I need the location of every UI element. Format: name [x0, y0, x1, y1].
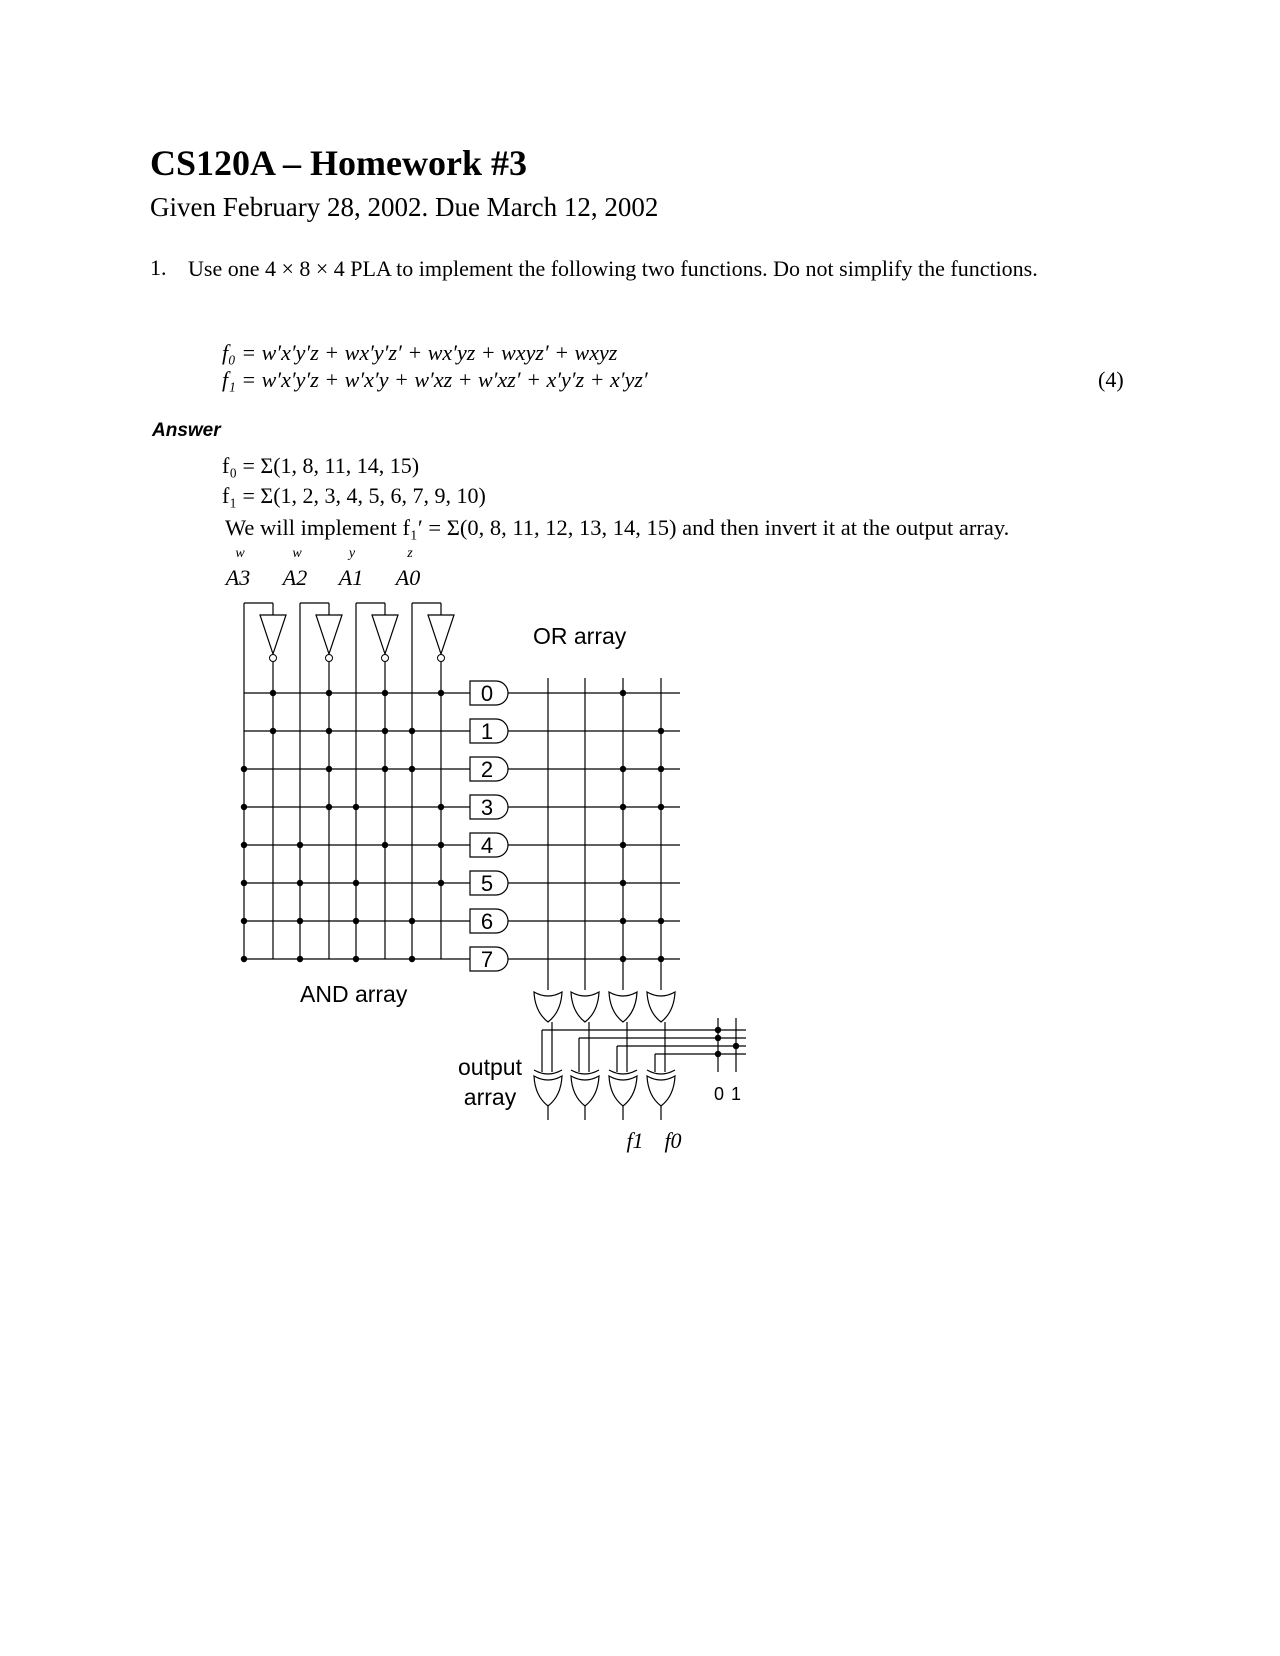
or-connection-dot — [658, 956, 664, 962]
question-text: Use one 4 × 8 × 4 PLA to implement the following two functions. Do not simplify the functions. — [188, 256, 1038, 281]
and-connection-dot — [382, 690, 388, 696]
implementation-note: We will implement f₁′ = Σ(0, 8, 11, 12, 13, 14, 15) and then invert it at the output array. — [225, 515, 1010, 540]
xor-gate-arc — [571, 1070, 599, 1074]
and-connection-dot — [353, 880, 359, 886]
and-connection-dot — [270, 690, 276, 696]
xor-control-dot — [715, 1027, 721, 1033]
inverter-bubble — [326, 655, 333, 662]
inverter-gate — [372, 615, 398, 654]
output-array-label: output — [458, 1054, 522, 1080]
inverter-bubble — [438, 655, 445, 662]
xor-gate — [571, 1076, 599, 1106]
control-label: 1 — [730, 1084, 742, 1104]
and-connection-dot — [409, 956, 415, 962]
and-connection-dot — [353, 804, 359, 810]
or-gate — [534, 992, 562, 1022]
and-array-label: AND array — [300, 981, 408, 1007]
and-connection-dot — [326, 728, 332, 734]
and-connection-dot — [326, 766, 332, 772]
input-label: A1 — [338, 565, 364, 590]
xor-control-dot — [715, 1051, 721, 1057]
or-connection-dot — [620, 880, 626, 886]
output-label-f0: f0 — [664, 1128, 682, 1153]
or-connection-dot — [658, 766, 664, 772]
input-label: A2 — [282, 565, 308, 590]
or-connection-dot — [658, 728, 664, 734]
xor-gate — [534, 1076, 562, 1106]
and-connection-dot — [297, 918, 303, 924]
and-connection-dot — [241, 956, 247, 962]
xor-control-dot — [715, 1035, 721, 1041]
xor-gate — [647, 1076, 675, 1106]
f1-equation: f₁ = w′x′y′z + w′x′y + w′xz + w′xz′ + x′y′z + x′yz′ — [222, 367, 648, 392]
input-var-label: w — [292, 546, 302, 561]
inverter-bubble — [270, 655, 277, 662]
xor-gate-arc — [534, 1070, 562, 1074]
and-connection-dot — [438, 690, 444, 696]
or-gate — [647, 992, 675, 1022]
output-label-f1: f1 — [626, 1128, 644, 1153]
inverter-gate — [260, 615, 286, 654]
and-connection-dot — [297, 956, 303, 962]
inverter-gate — [316, 615, 342, 654]
and-connection-dot — [241, 804, 247, 810]
and-connection-dot — [241, 880, 247, 886]
or-array-label: OR array — [533, 623, 627, 649]
or-connection-dot — [620, 918, 626, 924]
and-connection-dot — [438, 804, 444, 810]
and-connection-dot — [297, 842, 303, 848]
f1-minterms: f₁ = Σ(1, 2, 3, 4, 5, 6, 7, 9, 10) — [222, 483, 486, 508]
question-number: 1. — [150, 255, 167, 280]
and-connection-dot — [438, 842, 444, 848]
and-connection-dot — [241, 766, 247, 772]
product-term-number: 7 — [480, 947, 494, 972]
or-gate — [609, 992, 637, 1022]
product-term-number: 3 — [480, 795, 494, 820]
xor-gate-arc — [609, 1070, 637, 1074]
and-connection-dot — [438, 880, 444, 886]
product-term-number: 6 — [480, 909, 494, 934]
page-title: CS120A – Homework #3 — [150, 143, 527, 183]
or-connection-dot — [620, 956, 626, 962]
and-connection-dot — [326, 690, 332, 696]
input-var-label: z — [407, 546, 413, 561]
product-term-number: 4 — [480, 833, 494, 858]
answer-label: Answer — [152, 420, 221, 441]
xor-gate-arc — [647, 1070, 675, 1074]
or-connection-dot — [620, 766, 626, 772]
product-term-number: 2 — [480, 757, 494, 782]
control-label: 0 — [713, 1084, 725, 1104]
input-label: A0 — [395, 565, 421, 590]
and-connection-dot — [270, 728, 276, 734]
or-connection-dot — [620, 842, 626, 848]
or-connection-dot — [620, 690, 626, 696]
and-connection-dot — [241, 842, 247, 848]
and-connection-dot — [326, 804, 332, 810]
and-connection-dot — [409, 918, 415, 924]
input-label: A3 — [225, 565, 251, 590]
f0-minterms: f₀ = Σ(1, 8, 11, 14, 15) — [222, 453, 420, 478]
or-connection-dot — [620, 804, 626, 810]
input-var-label: y — [348, 546, 356, 561]
inverter-gate — [428, 615, 454, 654]
product-term-number: 5 — [480, 871, 494, 896]
and-connection-dot — [382, 728, 388, 734]
input-var-label: w — [235, 546, 245, 561]
and-connection-dot — [382, 766, 388, 772]
and-connection-dot — [353, 918, 359, 924]
output-array-label: array — [463, 1084, 517, 1110]
and-connection-dot — [409, 728, 415, 734]
product-term-number: 1 — [480, 719, 494, 744]
or-gate — [571, 992, 599, 1022]
and-connection-dot — [409, 766, 415, 772]
f0-equation: f₀ = w′x′y′z + wx′y′z′ + wx′yz + wxyz′ + wxyz — [222, 340, 618, 365]
and-connection-dot — [353, 956, 359, 962]
xor-control-dot — [733, 1043, 739, 1049]
or-connection-dot — [658, 918, 664, 924]
product-term-number: 0 — [480, 681, 494, 706]
xor-gate — [609, 1076, 637, 1106]
and-connection-dot — [297, 880, 303, 886]
and-connection-dot — [382, 842, 388, 848]
question-marks: (4) — [1098, 367, 1124, 392]
page-subtitle: Given February 28, 2002. Due March 12, 2002 — [150, 192, 659, 222]
inverter-bubble — [382, 655, 389, 662]
and-connection-dot — [241, 918, 247, 924]
or-connection-dot — [658, 804, 664, 810]
